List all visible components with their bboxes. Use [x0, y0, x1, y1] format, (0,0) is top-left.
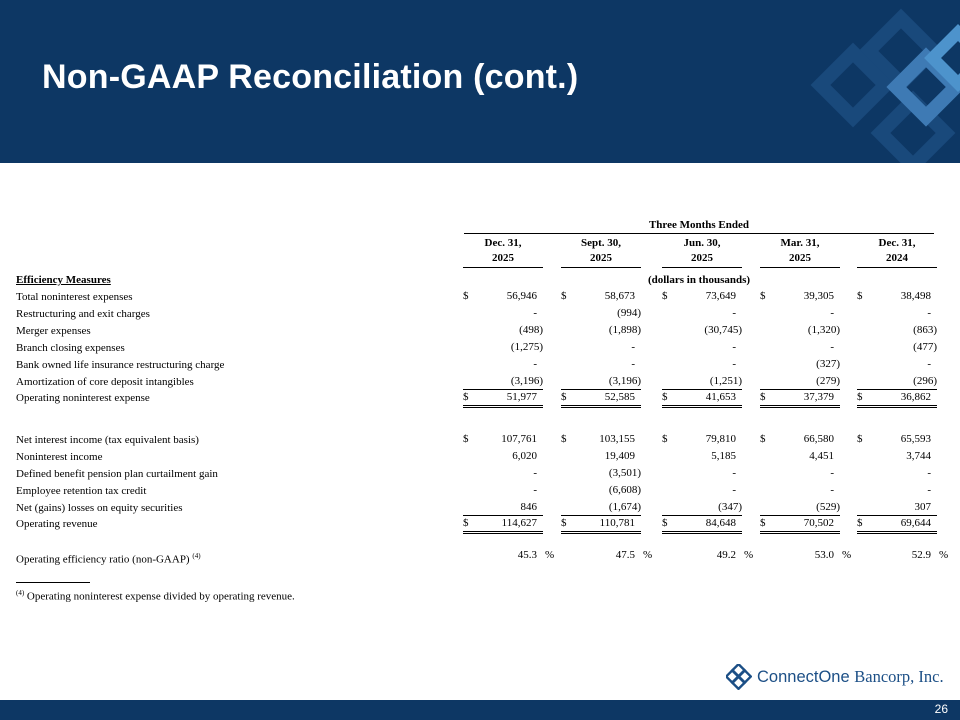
page-number: 26 — [934, 702, 948, 716]
table-cell — [760, 357, 840, 372]
cell-value: - — [732, 307, 736, 319]
table-cell — [760, 323, 840, 338]
currency-symbol: $ — [857, 290, 863, 302]
footnote-ref: (4) — [192, 552, 201, 560]
cell-value: (3,196) — [510, 375, 543, 387]
table-cell — [760, 449, 840, 464]
cell-value: 107,761 — [501, 433, 537, 445]
header-band — [0, 0, 960, 163]
table-cell — [662, 432, 742, 447]
cell-value: (1,275) — [510, 341, 543, 353]
cell-value: (1,674) — [608, 501, 641, 513]
column-header-5: Dec. 31, 2024 — [878, 237, 916, 264]
row-label: Defined benefit pension plan curtailment gain — [16, 468, 218, 480]
currency-symbol: $ — [463, 290, 469, 302]
cell-value: 114,627 — [501, 517, 537, 529]
table-cell — [463, 500, 543, 516]
cell-value: 19,409 — [604, 450, 635, 462]
cell-value: 79,810 — [705, 433, 736, 445]
cell-value: (1,251) — [709, 375, 742, 387]
table-cell — [463, 483, 543, 498]
table-cell — [561, 323, 641, 338]
table-cell — [662, 289, 742, 304]
cell-value: (296) — [913, 375, 937, 387]
cell-value: - — [830, 484, 834, 496]
cell-value: 56,946 — [506, 290, 537, 302]
row-label: Operating efficiency ratio (non-GAAP) $^{(4)}$ — [16, 552, 201, 566]
section-label: Efficiency Measures — [16, 274, 111, 286]
table-cell — [857, 466, 937, 481]
table-cell — [463, 516, 543, 534]
cell-value: 66,580 — [803, 433, 834, 445]
column-header-2: Sept. 30, 2025 — [580, 237, 622, 264]
row-label: Net interest income (tax equivalent basis) — [16, 434, 199, 446]
cell-value: 846 — [520, 501, 537, 513]
table-cell — [463, 390, 543, 408]
currency-symbol: $ — [561, 391, 567, 403]
cell-value: - — [732, 341, 736, 353]
cell-value: 73,649 — [705, 290, 736, 302]
cell-value: 307 — [914, 501, 931, 513]
column-header-rule — [561, 267, 641, 268]
cell-value: - — [732, 358, 736, 370]
table-row — [16, 449, 946, 466]
column-header-rule — [760, 267, 840, 268]
column-header-3: Jun. 30, 2025 — [683, 237, 721, 264]
cell-value: - — [927, 484, 931, 496]
currency-symbol: $ — [561, 517, 567, 529]
table-cell — [760, 289, 840, 304]
table-cell — [561, 449, 641, 464]
table-row — [16, 340, 946, 357]
table-cell — [561, 500, 641, 516]
table-cell — [857, 516, 937, 534]
cell-value: (347) — [718, 501, 742, 513]
currency-symbol: $ — [463, 391, 469, 403]
cell-value: (30,745) — [704, 324, 742, 336]
decorative-diamond-pattern — [760, 0, 960, 163]
footer-bar — [0, 700, 960, 720]
ratio-cell — [561, 548, 641, 563]
cell-value: 51,977 — [506, 391, 537, 403]
table-cell — [857, 374, 937, 390]
cell-value: - — [732, 484, 736, 496]
table-cell — [463, 357, 543, 372]
column-header-rule — [857, 267, 937, 268]
cell-value: (6,608) — [608, 484, 641, 496]
cell-value: (1,320) — [807, 324, 840, 336]
cell-value: - — [631, 341, 635, 353]
table-row — [16, 516, 946, 533]
currency-symbol: $ — [857, 517, 863, 529]
cell-value: 70,502 — [803, 517, 834, 529]
table-cell — [857, 357, 937, 372]
cell-value: 6,020 — [512, 450, 537, 462]
row-label: Restructuring and exit charges — [16, 308, 150, 320]
percent-sign: % — [545, 549, 555, 561]
table-cell — [857, 323, 937, 338]
cell-value: 65,593 — [900, 433, 931, 445]
row-label: Operating noninterest expense — [16, 392, 150, 404]
row-label: Branch closing expenses — [16, 342, 125, 354]
table-cell — [662, 390, 742, 408]
cell-value: 52,585 — [604, 391, 635, 403]
table-cell — [760, 390, 840, 408]
cell-value: 41,653 — [705, 391, 736, 403]
row-label: Total noninterest expenses — [16, 291, 133, 303]
table-cell — [857, 483, 937, 498]
table-row — [16, 289, 946, 306]
currency-symbol: $ — [857, 391, 863, 403]
ratio-value: 53.0 — [814, 549, 834, 561]
table-cell — [760, 483, 840, 498]
table-cell — [463, 306, 543, 321]
column-header-1: Dec. 31, 2025 — [484, 237, 522, 264]
currency-symbol: $ — [561, 290, 567, 302]
cell-value: 69,644 — [900, 517, 931, 529]
table-row — [16, 466, 946, 483]
table-cell — [857, 306, 937, 321]
currency-symbol: $ — [760, 517, 766, 529]
cell-value: (498) — [519, 324, 543, 336]
table-cell — [561, 516, 641, 534]
table-cell — [463, 323, 543, 338]
cell-value: - — [830, 341, 834, 353]
super-header: Three Months Ended — [648, 219, 750, 231]
table-cell — [857, 390, 937, 408]
table-cell — [561, 357, 641, 372]
currency-symbol: $ — [662, 290, 668, 302]
ratio-cell — [463, 548, 543, 563]
footnote-text: Operating noninterest expense divided by operating revenue. — [26, 590, 295, 603]
cell-value: - — [927, 358, 931, 370]
column-header-4: Mar. 31, 2025 — [780, 237, 820, 264]
table-cell — [561, 390, 641, 408]
table-cell — [662, 483, 742, 498]
cell-value: - — [830, 307, 834, 319]
cell-value: 84,648 — [705, 517, 736, 529]
table-cell — [561, 432, 641, 447]
cell-value: 36,862 — [900, 391, 931, 403]
table-cell — [760, 374, 840, 390]
cell-value: 5,185 — [711, 450, 736, 462]
cell-value: 103,155 — [599, 433, 635, 445]
cell-value: (994) — [617, 307, 641, 319]
table-row — [16, 374, 946, 391]
table-cell — [561, 289, 641, 304]
cell-value: 38,498 — [900, 290, 931, 302]
table-cell — [561, 483, 641, 498]
cell-value: 3,744 — [906, 450, 931, 462]
cell-value: (327) — [816, 358, 840, 370]
table-cell — [561, 340, 641, 355]
company-name: ConnectOne Bancorp, Inc. — [757, 667, 944, 686]
cell-value: (279) — [816, 375, 840, 387]
table-cell — [463, 449, 543, 464]
table-cell — [760, 500, 840, 516]
cell-value: - — [732, 467, 736, 479]
cell-value: - — [927, 307, 931, 319]
row-label: Operating revenue — [16, 518, 98, 530]
cell-value: (3,196) — [608, 375, 641, 387]
table-row — [16, 323, 946, 340]
table-cell — [760, 516, 840, 534]
ratio-value: 52.9 — [911, 549, 931, 561]
cell-value: 110,781 — [599, 517, 635, 529]
table-cell — [760, 306, 840, 321]
units-label: (dollars in thousands) — [647, 274, 751, 286]
super-header-rule — [464, 233, 934, 234]
cell-value: - — [533, 467, 537, 479]
currency-symbol: $ — [463, 433, 469, 445]
table-cell — [857, 340, 937, 355]
cell-value: - — [533, 484, 537, 496]
cell-value: - — [927, 467, 931, 479]
table-cell — [463, 289, 543, 304]
row-label: Merger expenses — [16, 325, 91, 337]
table-row — [16, 432, 946, 449]
currency-symbol: $ — [760, 290, 766, 302]
table-cell — [662, 466, 742, 481]
currency-symbol: $ — [463, 517, 469, 529]
row-label: Noninterest income — [16, 451, 103, 463]
table-cell — [463, 466, 543, 481]
cell-value: 4,451 — [809, 450, 834, 462]
company-logo — [726, 662, 944, 692]
column-header-rule — [662, 267, 742, 268]
table-cell — [662, 357, 742, 372]
table-cell — [662, 449, 742, 464]
cell-value: 37,379 — [803, 391, 834, 403]
percent-sign: % — [643, 549, 653, 561]
efficiency-ratio-row — [16, 548, 949, 566]
table-cell — [662, 500, 742, 516]
footnote-rule — [16, 582, 90, 583]
footnote-marker: (4) — [16, 589, 25, 597]
cell-value: - — [631, 358, 635, 370]
currency-symbol: $ — [561, 433, 567, 445]
row-label: Bank owned life insurance restructuring charge — [16, 359, 225, 371]
cell-value: - — [830, 467, 834, 479]
table-cell — [662, 340, 742, 355]
ratio-cell — [857, 548, 937, 563]
column-header-rule — [463, 267, 543, 268]
table-cell — [662, 323, 742, 338]
percent-sign: % — [744, 549, 754, 561]
table-row — [16, 483, 946, 500]
percent-sign: % — [939, 549, 949, 561]
table-cell — [463, 432, 543, 447]
diamond-knot-icon — [726, 664, 752, 690]
ratio-cell — [662, 548, 742, 563]
cell-value: (1,898) — [608, 324, 641, 336]
cell-value: - — [533, 307, 537, 319]
table-cell — [561, 306, 641, 321]
currency-symbol: $ — [760, 391, 766, 403]
cell-value: (863) — [913, 324, 937, 336]
table-cell — [561, 374, 641, 390]
cell-value: (529) — [816, 501, 840, 513]
table-cell — [857, 432, 937, 447]
section-header-row — [16, 272, 946, 289]
table-cell — [857, 449, 937, 464]
cell-value: (477) — [913, 341, 937, 353]
table-cell — [760, 432, 840, 447]
currency-symbol: $ — [760, 433, 766, 445]
percent-sign: % — [842, 549, 852, 561]
table-row — [16, 500, 946, 517]
table-row — [16, 306, 946, 323]
table-row — [16, 390, 946, 407]
table-cell — [662, 516, 742, 534]
table-cell — [662, 374, 742, 390]
row-label: Amortization of core deposit intangibles — [16, 376, 194, 388]
cell-value: 39,305 — [803, 290, 834, 302]
ratio-value: 49.2 — [716, 549, 736, 561]
row-label: Employee retention tax credit — [16, 485, 147, 497]
slide-title: Non-GAAP Reconciliation (cont.) — [42, 58, 579, 96]
currency-symbol: $ — [662, 517, 668, 529]
cell-value: - — [533, 358, 537, 370]
currency-symbol: $ — [662, 391, 668, 403]
table-row — [16, 357, 946, 374]
table-cell — [463, 340, 543, 355]
ratio-value: 47.5 — [615, 549, 635, 561]
table-cell — [463, 374, 543, 390]
table-cell — [760, 340, 840, 355]
ratio-cell — [760, 548, 840, 563]
currency-symbol: $ — [857, 433, 863, 445]
table-cell — [857, 500, 937, 516]
footnote — [16, 589, 295, 603]
cell-value: (3,501) — [608, 467, 641, 479]
table-cell — [662, 306, 742, 321]
table-cell — [760, 466, 840, 481]
cell-value: 58,673 — [604, 290, 635, 302]
table-cell — [561, 466, 641, 481]
ratio-value: 45.3 — [517, 549, 537, 561]
currency-symbol: $ — [662, 433, 668, 445]
row-label: Net (gains) losses on equity securities — [16, 502, 183, 514]
table-cell — [857, 289, 937, 304]
